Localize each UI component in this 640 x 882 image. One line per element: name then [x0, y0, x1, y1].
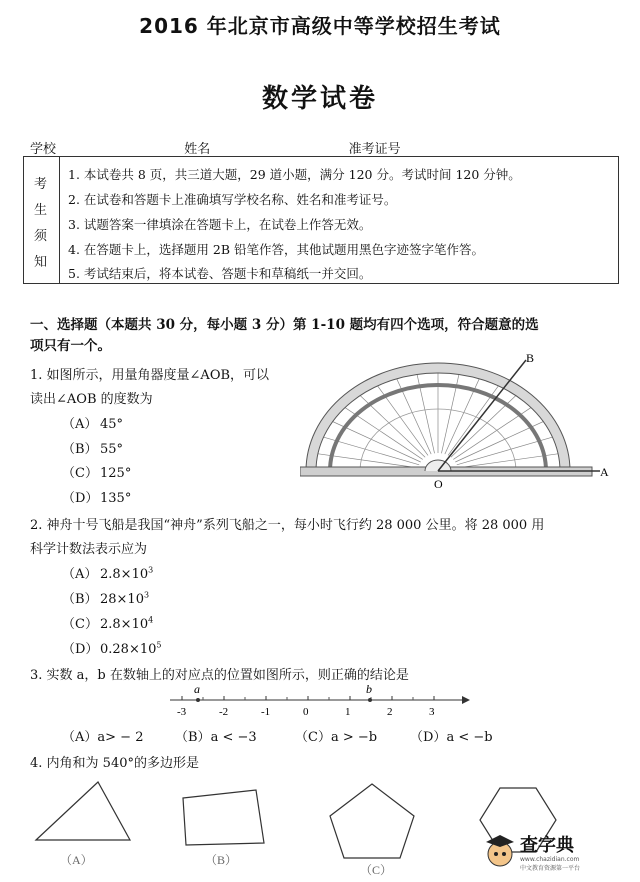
notice-item: 5. 考试结束后，将本试卷、答题卡和草稿纸一并交回。 [68, 266, 372, 281]
notice-head-char: 考 [34, 177, 48, 192]
point-b-label: b [366, 682, 372, 696]
exam-notice-box [23, 156, 619, 284]
q1-stem-cont: 读出∠AOB 的度数为 [30, 392, 153, 407]
q1-stem: 1. 如图所示，用量角器度量∠AOB，可以 [30, 368, 270, 383]
label-o: O [434, 477, 443, 490]
section1-heading-cont: 项只有一个。 [30, 338, 111, 354]
exam-title: 2016 年北京市高级中等学校招生考试 [139, 14, 501, 38]
school-label: 学校 [30, 142, 57, 157]
notice-item: 4. 在答题卡上，选择题用 2B 铅笔作答，其他试题用黑色字迹签字笔作答。 [68, 242, 484, 257]
watermark-logo [520, 836, 580, 872]
protractor-tick [356, 391, 425, 457]
polygon-c [330, 784, 414, 858]
polygon-b [183, 790, 264, 845]
notice-item: 3. 试题答案一律填涂在答题卡上，在试卷上作答无效。 [68, 217, 372, 232]
q1-option-b: （B） 55° [62, 442, 124, 457]
point-a-label: a [194, 682, 200, 696]
watermark-slogan: 中文教育资源第一平台 [520, 865, 581, 872]
label-b: B [526, 351, 535, 365]
q1-option-c: （C） 125° [62, 466, 132, 481]
mascot-icon [482, 832, 518, 868]
notice-head-char: 须 [34, 229, 48, 244]
q3-option-b: （B）a < −3 [175, 730, 257, 745]
axis-tick-label: 2 [387, 706, 393, 718]
point-b [368, 698, 372, 702]
notice-head-char: 知 [34, 255, 48, 270]
protractor-tick [451, 391, 520, 457]
point-a [196, 698, 200, 702]
q3-option-a: （A）a> − 2 [62, 730, 144, 745]
axis-tick-label: -2 [219, 706, 229, 718]
label-a: A [600, 465, 609, 479]
notice-head-char: 生 [34, 203, 48, 218]
exam-no-label: 准考证号 [348, 142, 401, 157]
q4-stem: 4. 内角和为 540°的多边形是 [30, 756, 199, 771]
watermark-brand: 查字典 [520, 835, 574, 856]
section1-heading: 一、选择题（本题共 30 分，每小题 3 分）第 1-10 题均有四个选项，符合题意的选 [30, 317, 539, 333]
q2-stem-cont: 科学计数法表示应为 [30, 542, 148, 557]
q2-stem: 2. 神舟十号飞船是我国“神舟”系列飞船之一，每小时飞行约 28 000 公里。将 28 000 用 [30, 518, 545, 533]
polygon-a [36, 782, 130, 840]
polygon-a-label: （A） [60, 853, 93, 867]
q2-option-c: （C） $2.8\times 10^4$ [62, 615, 154, 632]
axis-tick-label: 1 [345, 706, 351, 718]
exam-subtitle: 数学试卷 [261, 84, 378, 114]
notice-item: 2. 在试卷和答题卡上准确填写学校名称、姓名和准考证号。 [68, 192, 397, 207]
notice-head [24, 157, 60, 283]
axis-tick-label: 0 [303, 706, 309, 718]
name-label: 姓名 [184, 142, 211, 157]
q1-option-d: （D） 135° [62, 491, 132, 506]
q2-option-d: （D） $0.28\times 10^5$ [62, 640, 162, 657]
number-line [160, 680, 480, 720]
notice-item: 1. 本试卷共 8 页，共三道大题，29 道小题，满分 120 分。考试时间 120 分钟。 [68, 167, 521, 182]
axis-tick-label: -3 [177, 706, 187, 718]
student-info-line [30, 138, 511, 157]
q3-option-c: （C）a > −b [295, 730, 378, 745]
polygon-b-label: （B） [205, 853, 238, 867]
axis-tick-label: 3 [429, 706, 435, 718]
axis-tick-label: -1 [261, 706, 271, 718]
protractor-tick [458, 453, 564, 468]
q3-option-d: （D）a < −b [410, 730, 493, 745]
q2-option-a: （A） $2.8\times 10^3$ [62, 565, 154, 582]
q3-stem: 3. 实数 a，b 在数轴上的对应点的位置如图所示，则正确的结论是 [30, 668, 409, 683]
watermark-url: www.chazidian.com [520, 856, 580, 863]
polygon-c-label: （C） [360, 863, 393, 877]
protractor-tick [312, 453, 418, 468]
q1-option-a: （A） 45° [62, 417, 124, 432]
q2-option-b: （B） $28\times 10^3$ [62, 590, 150, 607]
protractor-figure [300, 350, 620, 490]
